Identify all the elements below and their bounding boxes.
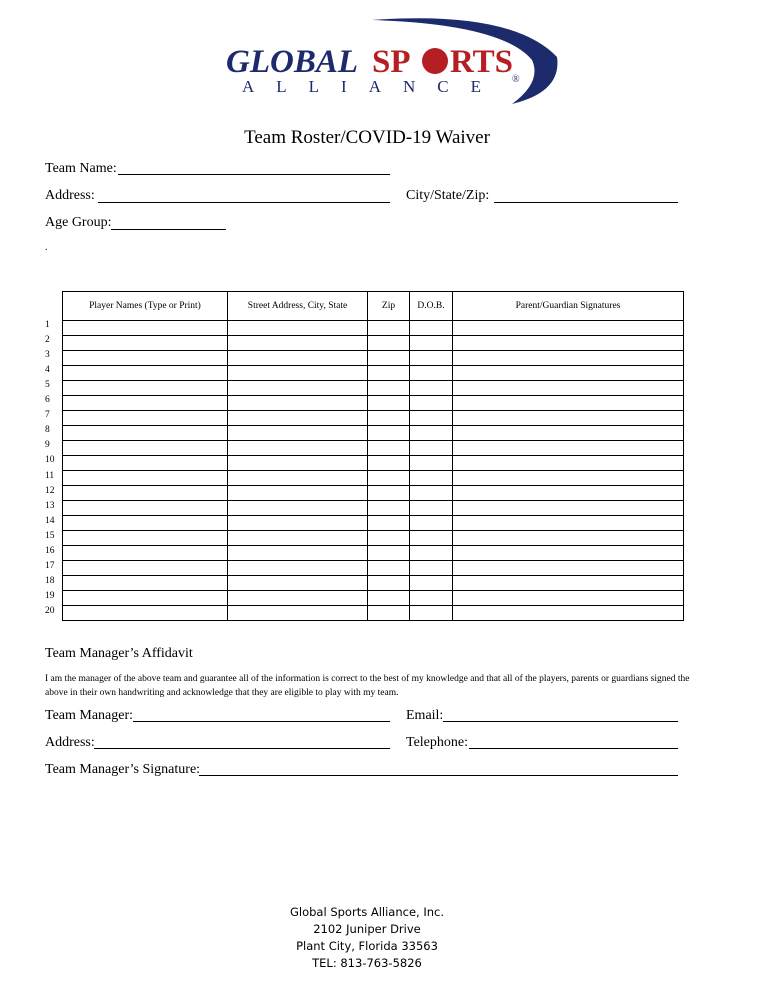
table-cell[interactable] xyxy=(63,531,228,546)
table-row xyxy=(63,516,684,531)
svg-text:SP: SP xyxy=(372,44,411,80)
telephone-label: Telephone: xyxy=(406,735,468,750)
age-group-field[interactable] xyxy=(111,229,226,230)
team-manager-field[interactable] xyxy=(133,721,390,722)
row-number: 14 xyxy=(45,515,55,526)
table-cell[interactable] xyxy=(453,516,684,531)
row-number: 4 xyxy=(45,365,50,376)
table-row xyxy=(63,441,684,456)
table-row xyxy=(63,336,684,351)
table-row xyxy=(63,546,684,561)
table-cell[interactable] xyxy=(228,486,368,501)
table-cell[interactable] xyxy=(63,471,228,486)
email-label: Email: xyxy=(406,708,444,723)
row-number: 6 xyxy=(45,395,50,406)
table-row xyxy=(63,366,684,381)
row-number: 17 xyxy=(45,560,55,571)
table-cell[interactable] xyxy=(410,456,453,471)
row-number: 19 xyxy=(45,590,55,601)
city-state-zip-label: City/State/Zip: xyxy=(406,188,490,203)
table-cell[interactable] xyxy=(410,351,453,366)
table-cell[interactable] xyxy=(410,321,453,336)
row-number: 5 xyxy=(45,380,50,391)
table-cell[interactable] xyxy=(228,426,368,441)
table-cell[interactable] xyxy=(228,321,368,336)
table-cell[interactable] xyxy=(410,426,453,441)
header-street-address: Street Address, City, State xyxy=(228,292,368,321)
table-cell[interactable] xyxy=(228,441,368,456)
telephone-field[interactable] xyxy=(469,748,678,749)
table-cell[interactable] xyxy=(453,456,684,471)
table-cell[interactable] xyxy=(228,576,368,591)
city-state-zip-field[interactable] xyxy=(494,202,678,203)
affidavit-heading: Team Manager’s Affidavit xyxy=(45,646,193,661)
form-title: Team Roster/COVID-19 Waiver xyxy=(244,127,490,148)
table-cell[interactable] xyxy=(228,351,368,366)
table-cell[interactable] xyxy=(410,576,453,591)
header-dob: D.O.B. xyxy=(410,292,453,321)
row-number: 18 xyxy=(45,575,55,586)
table-row xyxy=(63,531,684,546)
table-row xyxy=(63,561,684,576)
table-cell[interactable] xyxy=(228,471,368,486)
table-cell[interactable] xyxy=(63,561,228,576)
age-group-label: Age Group: xyxy=(45,215,112,230)
table-row xyxy=(63,381,684,396)
table-cell[interactable] xyxy=(228,456,368,471)
table-cell[interactable] xyxy=(368,396,410,411)
table-cell[interactable] xyxy=(368,441,410,456)
table-cell[interactable] xyxy=(63,546,228,561)
table-cell[interactable] xyxy=(368,456,410,471)
table-cell[interactable] xyxy=(63,366,228,381)
team-manager-label: Team Manager: xyxy=(45,708,134,723)
table-cell[interactable] xyxy=(228,501,368,516)
email-field[interactable] xyxy=(443,721,678,722)
table-cell[interactable] xyxy=(63,516,228,531)
table-cell[interactable] xyxy=(453,336,684,351)
manager-address-label: Address: xyxy=(45,735,95,750)
table-cell[interactable] xyxy=(63,591,228,606)
global-sports-alliance-logo xyxy=(222,12,562,107)
table-cell[interactable] xyxy=(228,561,368,576)
table-cell[interactable] xyxy=(453,351,684,366)
address-label: Address: xyxy=(45,188,95,203)
table-cell[interactable] xyxy=(63,381,228,396)
svg-text:ALLIANCE: ALLIANCE xyxy=(242,77,503,96)
svg-text:®: ® xyxy=(512,74,520,85)
svg-text:GLOBAL: GLOBAL xyxy=(226,44,358,80)
table-cell[interactable] xyxy=(228,546,368,561)
row-number: 2 xyxy=(45,335,50,346)
svg-text:RTS: RTS xyxy=(450,44,514,80)
row-number: 11 xyxy=(45,470,55,481)
table-cell[interactable] xyxy=(410,606,453,621)
table-cell[interactable] xyxy=(453,576,684,591)
table-cell[interactable] xyxy=(368,486,410,501)
table-cell[interactable] xyxy=(63,411,228,426)
table-cell[interactable] xyxy=(63,606,228,621)
header-player-names: Player Names (Type or Print) xyxy=(63,292,228,321)
table-cell[interactable] xyxy=(228,591,368,606)
table-cell[interactable] xyxy=(63,456,228,471)
table-cell[interactable] xyxy=(453,561,684,576)
table-cell[interactable] xyxy=(453,531,684,546)
table-cell[interactable] xyxy=(228,336,368,351)
footer-phone: TEL: 813-763-5826 xyxy=(312,956,422,970)
address-field[interactable] xyxy=(98,202,390,203)
table-cell[interactable] xyxy=(410,336,453,351)
table-cell[interactable] xyxy=(410,516,453,531)
table-cell[interactable] xyxy=(410,411,453,426)
table-cell[interactable] xyxy=(228,366,368,381)
table-row xyxy=(63,486,684,501)
table-cell[interactable] xyxy=(453,471,684,486)
table-cell[interactable] xyxy=(368,411,410,426)
table-cell[interactable] xyxy=(368,366,410,381)
table-cell[interactable] xyxy=(410,591,453,606)
row-number: 10 xyxy=(45,455,55,466)
footer-street: 2102 Juniper Drive xyxy=(313,922,421,936)
team-name-field[interactable] xyxy=(118,174,390,175)
team-name-label: Team Name: xyxy=(45,161,117,176)
table-cell[interactable] xyxy=(63,501,228,516)
table-row xyxy=(63,501,684,516)
table-cell[interactable] xyxy=(63,321,228,336)
table-cell[interactable] xyxy=(368,351,410,366)
row-number: 8 xyxy=(45,425,50,436)
table-cell[interactable] xyxy=(410,381,453,396)
table-cell[interactable] xyxy=(410,486,453,501)
roster-table xyxy=(62,291,684,621)
table-cell[interactable] xyxy=(63,336,228,351)
manager-address-field[interactable] xyxy=(94,748,390,749)
table-cell[interactable] xyxy=(63,441,228,456)
table-cell[interactable] xyxy=(410,366,453,381)
row-number: 15 xyxy=(45,530,55,541)
table-cell[interactable] xyxy=(63,486,228,501)
table-row xyxy=(63,471,684,486)
table-cell[interactable] xyxy=(410,531,453,546)
row-number: 9 xyxy=(45,440,50,451)
signature-field[interactable] xyxy=(199,775,678,776)
table-cell[interactable] xyxy=(368,561,410,576)
footer-company: Global Sports Alliance, Inc. xyxy=(289,905,444,919)
table-cell[interactable] xyxy=(228,516,368,531)
dot-mark: . xyxy=(45,242,48,253)
table-cell[interactable] xyxy=(368,591,410,606)
table-cell[interactable] xyxy=(368,606,410,621)
table-row xyxy=(63,351,684,366)
table-cell[interactable] xyxy=(453,411,684,426)
row-number: 1 xyxy=(45,320,50,330)
table-cell[interactable] xyxy=(453,381,684,396)
table-cell[interactable] xyxy=(453,396,684,411)
row-number: 7 xyxy=(45,410,50,421)
table-row xyxy=(63,606,684,621)
table-cell[interactable] xyxy=(368,516,410,531)
table-cell[interactable] xyxy=(368,531,410,546)
table-cell[interactable] xyxy=(368,336,410,351)
table-cell[interactable] xyxy=(453,441,684,456)
row-number: 3 xyxy=(45,350,50,361)
table-cell[interactable] xyxy=(453,591,684,606)
table-cell[interactable] xyxy=(410,546,453,561)
table-cell[interactable] xyxy=(368,381,410,396)
table-cell[interactable] xyxy=(453,486,684,501)
table-cell[interactable] xyxy=(368,501,410,516)
table-cell[interactable] xyxy=(228,411,368,426)
table-cell[interactable] xyxy=(63,351,228,366)
table-row xyxy=(63,396,684,411)
table-cell[interactable] xyxy=(410,441,453,456)
row-number: 13 xyxy=(45,500,55,511)
table-row xyxy=(63,576,684,591)
table-cell[interactable] xyxy=(368,426,410,441)
table-cell[interactable] xyxy=(228,606,368,621)
affidavit-text: I am the manager of the above team and guarantee all of the information is correct to the best of my knowledge and that all of the players, parents or guardians signed the above in their own handwriting and acknowledge that they are eligible to play with my team. xyxy=(45,674,690,698)
table-cell[interactable] xyxy=(63,426,228,441)
table-row xyxy=(63,411,684,426)
footer-address xyxy=(0,904,734,972)
table-cell[interactable] xyxy=(453,366,684,381)
footer-city: Plant City, Florida 33563 xyxy=(296,939,438,953)
table-row xyxy=(63,591,684,606)
table-cell[interactable] xyxy=(453,546,684,561)
signature-label: Team Manager’s Signature: xyxy=(45,762,201,777)
table-cell[interactable] xyxy=(368,471,410,486)
table-cell[interactable] xyxy=(410,471,453,486)
table-cell[interactable] xyxy=(368,576,410,591)
header-parent-signatures: Parent/Guardian Signatures xyxy=(453,292,684,321)
table-cell[interactable] xyxy=(228,531,368,546)
table-row xyxy=(63,426,684,441)
table-cell[interactable] xyxy=(63,576,228,591)
table-cell[interactable] xyxy=(368,321,410,336)
row-number: 20 xyxy=(45,605,55,616)
table-cell[interactable] xyxy=(453,426,684,441)
row-number: 16 xyxy=(45,545,55,556)
table-cell[interactable] xyxy=(228,381,368,396)
table-row xyxy=(63,456,684,471)
table-cell[interactable] xyxy=(410,501,453,516)
table-cell[interactable] xyxy=(453,501,684,516)
table-row xyxy=(63,321,684,336)
table-cell[interactable] xyxy=(453,606,684,621)
table-cell[interactable] xyxy=(410,396,453,411)
header-zip: Zip xyxy=(368,292,410,321)
table-cell[interactable] xyxy=(368,546,410,561)
row-number: 12 xyxy=(45,485,55,496)
table-cell[interactable] xyxy=(410,561,453,576)
table-cell[interactable] xyxy=(228,396,368,411)
table-cell[interactable] xyxy=(453,321,684,336)
table-cell[interactable] xyxy=(63,396,228,411)
